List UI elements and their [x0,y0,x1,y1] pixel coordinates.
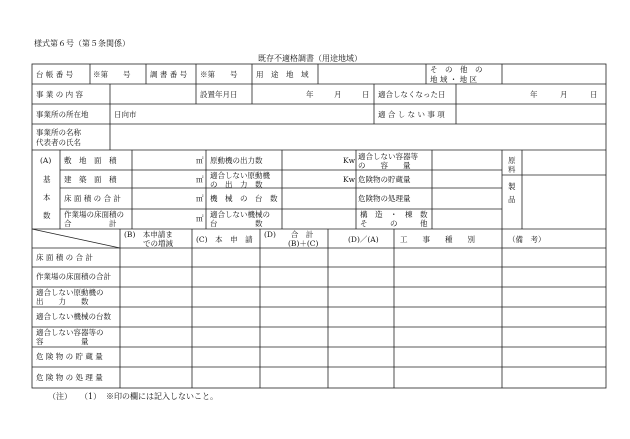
structure-label-1: 構 造 ・ 棟 数 [360,210,428,219]
workshop-area-label-1: 作業場の床面積の [64,210,124,219]
nonconform-motor-unit: Kw [343,175,356,184]
workshop-area-unit: ㎡ [196,214,204,223]
col-notes-label: （備 考） [508,235,546,244]
side-char-3: 数 [43,211,51,220]
floor-area-label-a: 床 面 積 の 合 計 [64,194,121,203]
location-label: 事業所の所在地 [36,110,89,119]
nonconform-date-label: 適合しなくなった日 [378,90,446,99]
col-works-label: 工 事 種 別 [400,235,475,244]
motor-output-unit: Kw [343,156,356,165]
row-workshop-area-label: 作業場の床面積の合計 [36,272,111,281]
row-container-label-1: 適合しない容器等の [36,328,104,337]
row-hazmat-processing-label: 危 険 物 の 処 理 量 [36,373,103,382]
workshop-area-label-2: 合 計 [64,219,117,228]
nonconform-items-label: 適 合 し な い 事 項 [378,110,445,119]
site-area-unit: ㎡ [196,156,204,165]
raw-material-char-1: 原 [508,156,516,165]
footnote-number: （1） [80,392,102,401]
col-b-label-2: での増減 [143,239,173,248]
section-a-letter: (A) [40,156,52,165]
product-char-2: 品 [508,195,516,204]
business-label: 事 業 の 内 容 [36,90,84,99]
nonconform-month: 月 [560,90,568,99]
row-container-label-2: 容 量 [36,337,89,346]
structure-label-2: そ の 他 [360,219,428,228]
hazmat-storage-label-a: 危険物の貯蔵量 [358,175,411,184]
container-label-1: 適合しない容器等 [358,152,418,161]
established-label: 設置年月日 [200,90,238,99]
ledger-no-value: ※第 号 [93,70,131,79]
nonconform-motor-label-2: の 出 力 数 [210,180,263,189]
floor-area-unit: ㎡ [196,194,204,203]
ledger-no-label: 台 帳 番 号 [36,70,74,79]
col-d-label-1: (D) 合 計 [264,230,314,239]
col-c-label: (C) 本 申 請 [196,235,253,244]
hazmat-processing-label-a: 危険物の処理量 [358,194,411,203]
side-char-2: 本 [43,193,51,202]
representative-label: 代表者の氏名 [36,138,81,147]
machine-count-label: 機 械 の 台 数 [210,194,278,203]
row-hazmat-storage-label: 危 険 物 の 貯 蔵 量 [36,352,103,361]
page-title: 既存不適格調書（用途地域） [258,54,362,63]
side-char-1: 基 [43,175,51,184]
col-d-label-2: (B)＋(C) [288,239,319,248]
established-year: 年 [306,90,314,99]
site-area-label: 敷 地 面 積 [64,156,117,165]
form-number: 様式第６号（第５条関係） [34,39,130,48]
motor-output-label: 原動機の出力数 [210,156,263,165]
nonconform-day: 日 [590,90,598,99]
building-area-unit: ㎡ [196,175,204,184]
survey-no-label: 調 書 番 号 [150,70,188,79]
established-month: 月 [334,90,342,99]
footnote-label: （注） [48,392,72,401]
col-da-label: (D)／(A) [348,235,379,244]
nonconform-machine-label-1: 適合しない機械の [210,210,270,219]
row-floor-area-label: 床 面 積 の 合 計 [36,253,93,262]
row-motor-label-2: 出 力 数 [36,297,89,306]
survey-no-value: ※第 号 [200,70,238,79]
nonconform-machine-label-2: 台 数 [210,219,263,228]
container-label-2: の 容 量 [358,161,411,170]
location-value: 日向市 [114,110,137,119]
footnote-text: ※印の欄には記入しないこと。 [106,392,218,401]
product-char-1: 製 [508,182,516,191]
raw-material-char-2: 料 [508,165,516,174]
nonconform-motor-label-1: 適合しない原動機 [210,171,270,180]
use-zone-label: 用 途 地 域 [256,70,309,79]
business-name-label: 事業所の名称 [36,128,81,137]
building-area-label: 建 築 面 積 [64,175,117,184]
established-day: 日 [362,90,370,99]
row-motor-label-1: 適合しない原動機の [36,288,104,297]
col-b-label-1: (B) 本申請ま [124,230,173,239]
other-zone-label-1: そ の 他 の [430,65,483,74]
row-machine-count-label: 適合しない機械の台数 [36,312,111,321]
other-zone-label-2: 地 域 ・ 地 区 [430,75,478,84]
nonconform-year: 年 [530,90,538,99]
